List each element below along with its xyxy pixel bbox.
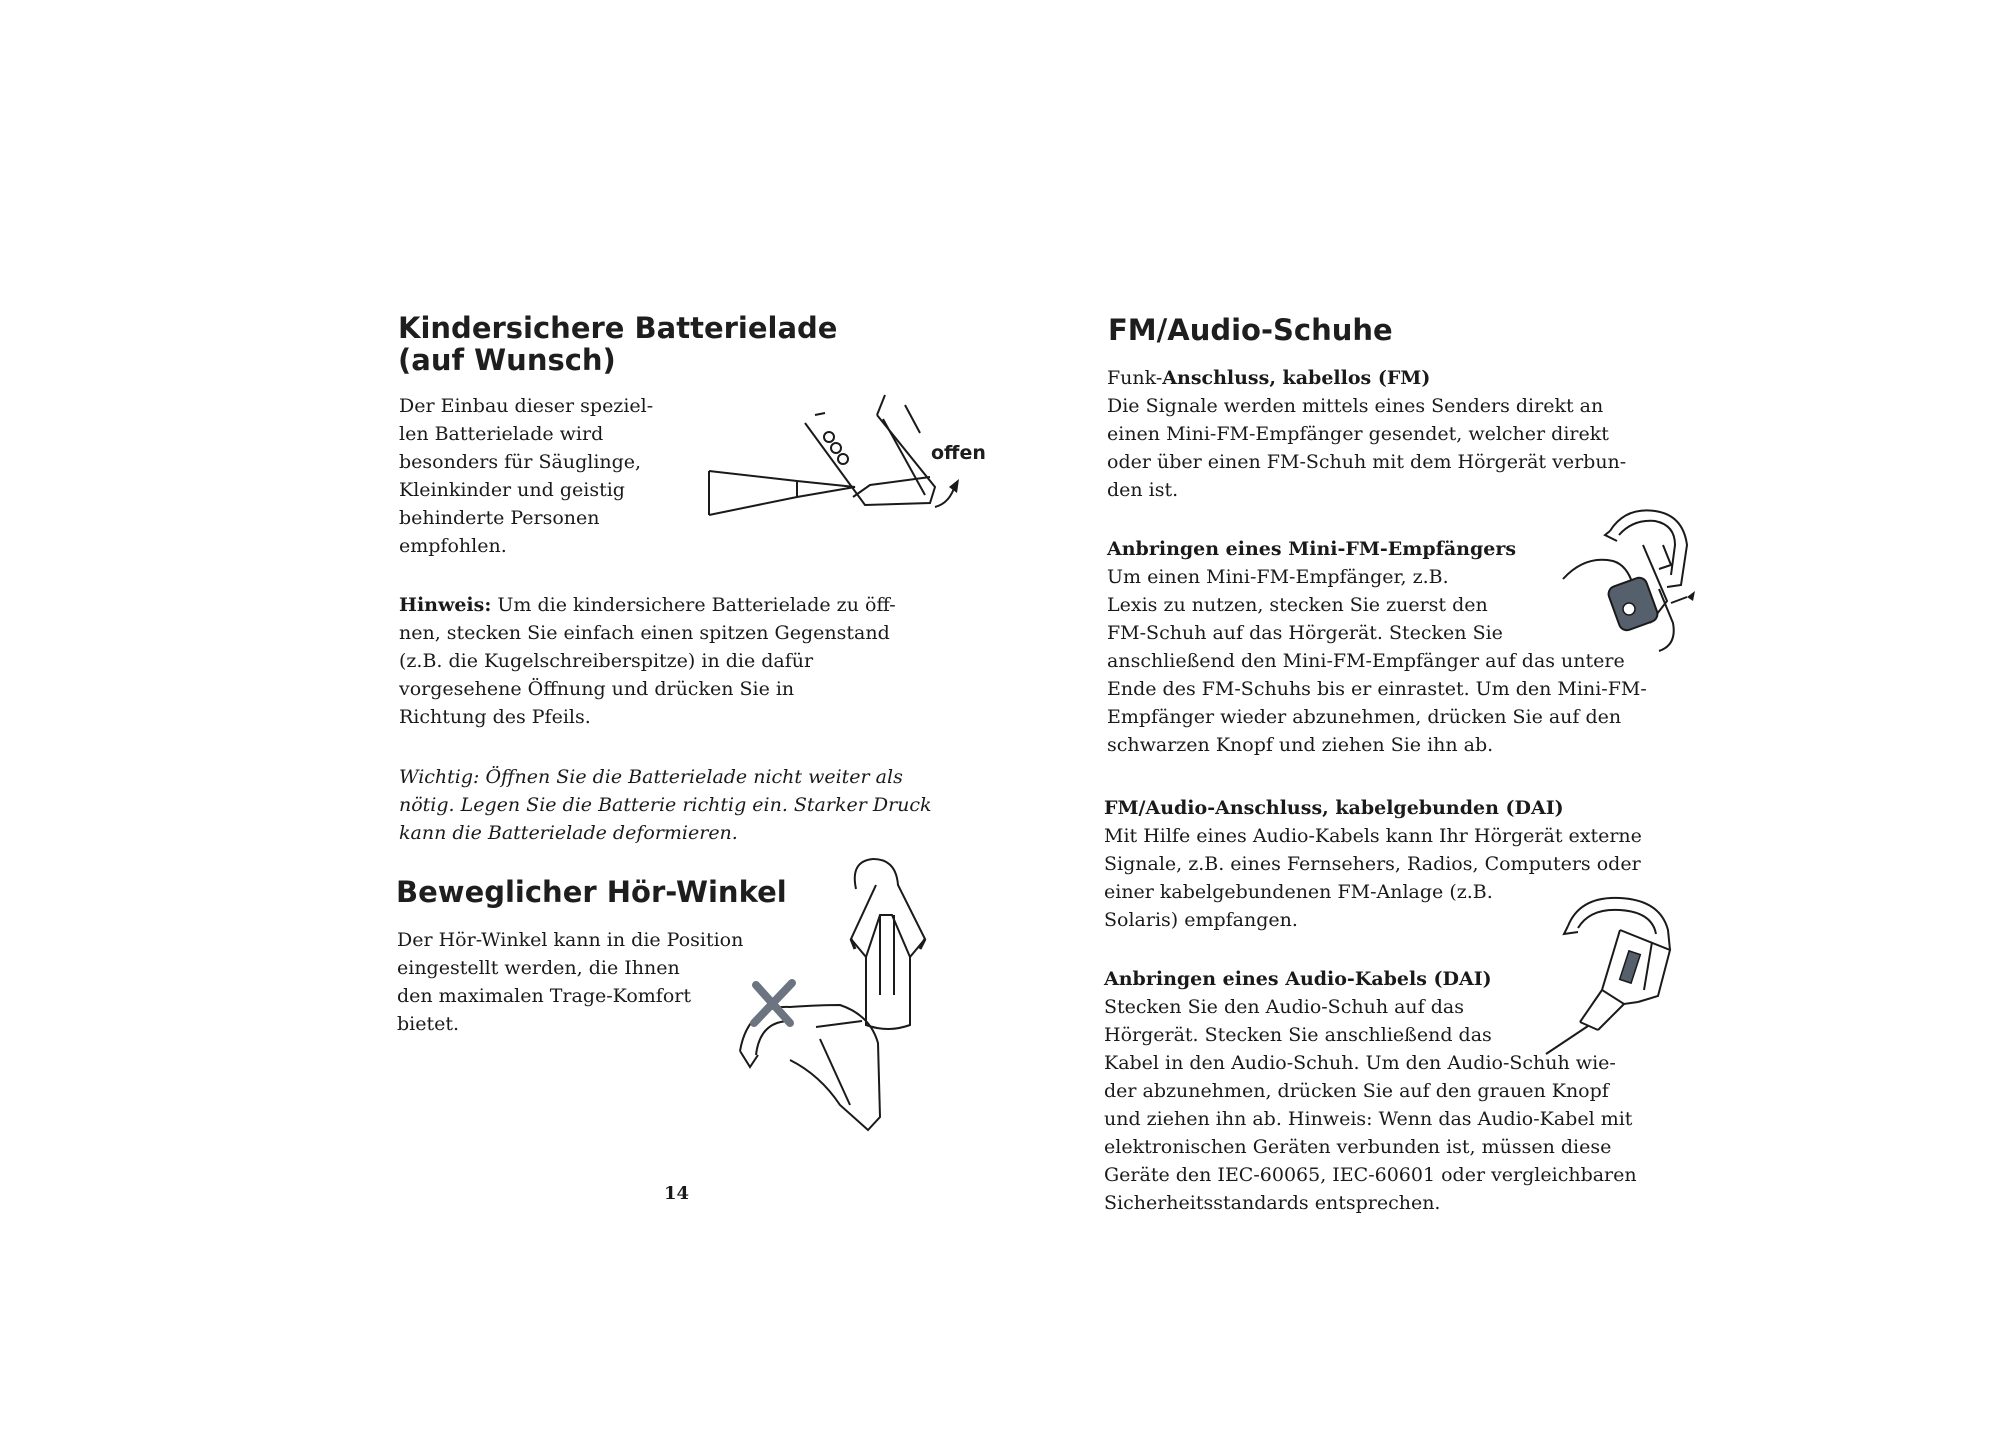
text-line [399, 591, 959, 619]
page-number: 14 [664, 1183, 690, 1204]
battery-door-illustration [705, 385, 1005, 525]
battery-door-important [399, 763, 999, 847]
text-line: einen Mini-FM-Empfänger gesendet, welcher direkt [1107, 423, 1609, 445]
text-line: Richtung des Pfeils. [399, 706, 591, 728]
text-line: Die Signale werden mittels eines Senders direkt an [1107, 395, 1604, 417]
text-line: Signale, z.B. eines Fernsehers, Radios, Computers oder [1104, 853, 1641, 875]
text-line: anschließend den Mini-FM-Empfänger auf das untere [1107, 650, 1625, 672]
fm-wireless-block [1107, 364, 1707, 504]
text-line: oder über einen FM-Schuh mit dem Hörgerät verbun- [1107, 451, 1627, 473]
text-line: len Batterielade wird [399, 423, 604, 445]
note-label: Hinweis: [399, 594, 492, 616]
heading-plain: Funk- [1107, 367, 1163, 389]
text-line: Stecken Sie den Audio-Schuh auf das [1104, 996, 1464, 1018]
text-line: eingestellt werden, die Ihnen [397, 957, 680, 979]
text-line: Mit Hilfe eines Audio-Kabels kann Ihr Hörgerät externe [1104, 825, 1642, 847]
text-line: elektronischen Geräten verbunden ist, müssen diese [1104, 1136, 1612, 1158]
section-title-battery-door [398, 312, 837, 377]
receiver-icon [1606, 576, 1659, 633]
earhook-illustration [720, 855, 940, 1145]
section-title-fm-audio-shoes: FM/Audio-Schuhe [1108, 313, 1393, 347]
text-line: Wichtig: Öffnen Sie die Batterielade nicht weiter als [399, 766, 903, 788]
text-line: Hörgerät. Stecken Sie anschließend das [1104, 1024, 1492, 1046]
text-line: kann die Batterielade deformieren. [399, 822, 738, 844]
text-line: Kleinkinder und geistig [399, 479, 625, 501]
battery-door-drawing [705, 385, 1005, 525]
subheading: FM/Audio-Anschluss, kabelgebunden (DAI) [1104, 797, 1564, 819]
text-line: besonders für Säuglinge, [399, 451, 642, 473]
mini-fm-drawing [1555, 505, 1705, 655]
text-line: Geräte den IEC-60065, IEC-60601 oder vergleichbaren [1104, 1164, 1637, 1186]
text-line: Sicherheitsstandards entsprechen. [1104, 1192, 1441, 1214]
text-line: und ziehen ihn ab. Hinweis: Wenn das Audio-Kabel mit [1104, 1108, 1633, 1130]
subheading [1107, 364, 1707, 392]
subheading: Anbringen eines Mini-FM-Empfängers [1107, 538, 1517, 560]
section-title-earhook: Beweglicher Hör-Winkel [396, 875, 787, 909]
text-line: vorgesehene Öffnung und drücken Sie in [399, 678, 795, 700]
text-line: nötig. Legen Sie die Batterie richtig ein. Starker Druck [399, 794, 932, 816]
mini-fm-illustration [1555, 505, 1705, 655]
battery-door-intro [399, 392, 699, 560]
audio-cable-block [1104, 965, 1724, 1217]
text-line: einer kabelgebundenen FM-Anlage (z.B. [1104, 881, 1493, 903]
text-line: schwarzen Knopf und ziehen Sie ihn ab. [1107, 734, 1494, 756]
text-line: FM-Schuh auf das Hörgerät. Stecken Sie [1107, 622, 1503, 644]
text-line: Ende des FM-Schuhs bis er einrastet. Um den Mini-FM- [1107, 678, 1647, 700]
text-line: (z.B. die Kugelschreiberspitze) in die dafür [399, 650, 814, 672]
note-text: Um die kindersichere Batterielade zu öff- [491, 594, 896, 616]
earhook-drawing [720, 855, 940, 1145]
text-line: bietet. [397, 1013, 460, 1035]
text-line: empfohlen. [399, 535, 507, 557]
text-line: den ist. [1107, 479, 1179, 501]
text-line: Empfänger wieder abzunehmen, drücken Sie auf den [1107, 706, 1622, 728]
x-mark-icon [754, 983, 792, 1023]
arrow-head-icon [1687, 591, 1695, 601]
text-line: nen, stecken Sie einfach einen spitzen Gegenstand [399, 622, 890, 644]
text-line: den maximalen Trage-Komfort [397, 985, 691, 1007]
subheading: Anbringen eines Audio-Kabels (DAI) [1104, 968, 1492, 990]
title-line-1: Kindersichere Batterielade [398, 311, 838, 345]
text-line: Der Hör-Winkel kann in die Position [397, 929, 744, 951]
heading-bold: Anschluss, kabellos (FM) [1162, 367, 1431, 389]
text-line: Solaris) empfangen. [1104, 909, 1298, 931]
title-line-2: (auf Wunsch) [398, 343, 616, 378]
figure-label-open: offen [931, 442, 986, 464]
text-line: Lexis zu nutzen, stecken Sie zuerst den [1107, 594, 1488, 616]
battery-door-note [399, 591, 959, 731]
text-line: Kabel in den Audio-Schuh. Um den Audio-Schuh wie- [1104, 1052, 1616, 1074]
text-line: behinderte Personen [399, 507, 600, 529]
text-line: Der Einbau dieser speziel- [399, 395, 654, 417]
text-line: Um einen Mini-FM-Empfänger, z.B. [1107, 566, 1449, 588]
text-line: der abzunehmen, drücken Sie auf den grauen Knopf [1104, 1080, 1609, 1102]
